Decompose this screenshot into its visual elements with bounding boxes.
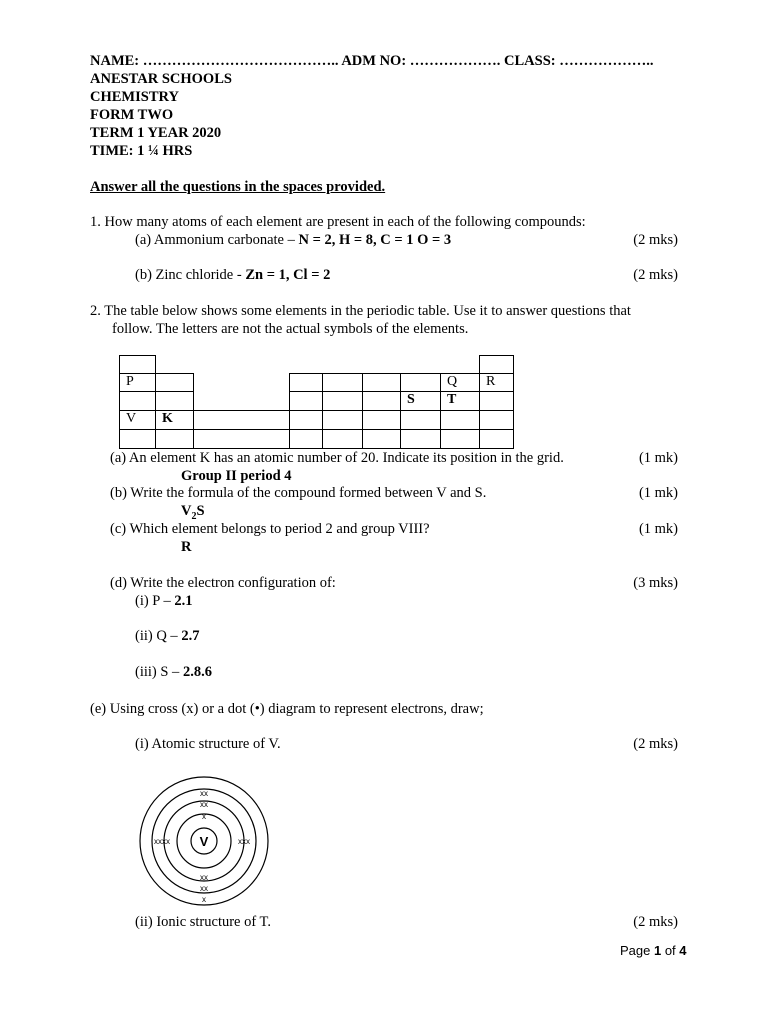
cell-R: R [479, 373, 514, 392]
q2d-text: (d) Write the electron configuration of: [110, 575, 336, 591]
page-current: 1 [653, 943, 662, 958]
q2d-i-answer: 2.1 [174, 593, 193, 609]
subject: CHEMISTRY [90, 89, 179, 105]
grid-cell [362, 373, 401, 392]
q2e-i-text: (i) Atomic structure of V. [135, 736, 281, 752]
q2b-answer-sub: 2 [191, 510, 197, 522]
electrons-top-inner: x [202, 812, 206, 821]
name-line: NAME: ………………………………….. ADM NO: ………………. CLASS: ……………….. [90, 53, 654, 69]
exam-time: TIME: 1 ¼ HRS [90, 143, 193, 159]
page-middle: of [661, 943, 680, 958]
cell-K: K [155, 410, 194, 430]
q2d-iii [135, 664, 212, 681]
q2e-ii-marks: (2 mks) [633, 914, 678, 930]
q1-stem: 1. How many atoms of each element are present in each of the following compounds: [90, 214, 586, 230]
school-name: ANESTAR SCHOOLS [90, 71, 232, 87]
grid-cell [479, 429, 514, 449]
grid-cell [440, 429, 480, 449]
grid-cell [193, 410, 290, 430]
q2e-i-marks: (2 mks) [633, 736, 678, 752]
grid-cell [289, 410, 323, 430]
grid-cell [479, 410, 514, 430]
grid-cell [400, 373, 441, 392]
electrons-right: xxx [238, 837, 250, 846]
q1b-text: (b) Zinc chloride - [135, 267, 246, 283]
q2e-text: (e) Using cross (x) or a dot (•) diagram to represent electrons, draw; [90, 701, 484, 717]
page-number [620, 943, 687, 958]
q1a-marks: (2 mks) [633, 232, 678, 248]
grid-cell [400, 429, 441, 449]
grid-cell [322, 429, 363, 449]
q1a [135, 232, 451, 249]
electrons-bottom-outer: x [202, 895, 206, 904]
grid-cell [119, 429, 156, 449]
q2d-ii [135, 628, 199, 645]
atomic-structure-diagram [138, 775, 270, 907]
q2d-iii-answer: 2.8.6 [182, 664, 212, 680]
grid-cell [155, 391, 194, 411]
grid-cell [119, 391, 156, 411]
q2d-marks: (3 mks) [633, 575, 678, 591]
grid-cell [400, 410, 441, 430]
cell-S: S [400, 391, 441, 411]
q1a-answer: N = 2, H = 8, C = 1 O = 3 [298, 232, 452, 248]
grid-cell [362, 410, 401, 430]
grid-cell [155, 373, 194, 392]
grid-cell [362, 429, 401, 449]
electrons-bottom-inner: xx [200, 873, 208, 882]
q1b [135, 267, 330, 284]
cell-V: V [119, 410, 156, 430]
instruction: Answer all the questions in the spaces provided. [90, 179, 386, 195]
cell-P: P [119, 373, 156, 392]
q2b-marks: (1 mk) [638, 485, 678, 501]
grid-cell [289, 373, 323, 392]
q2b-answer-main: V [181, 503, 192, 519]
q2c-text: (c) Which element belongs to period 2 and group VIII? [110, 521, 430, 537]
grid-cell [362, 391, 401, 411]
term-year: TERM 1 YEAR 2020 [90, 125, 222, 141]
electrons-top-mid: xx [200, 800, 208, 809]
electrons-left: xxxx [154, 837, 170, 846]
grid-cell [479, 355, 514, 374]
cell-Q: Q [440, 373, 480, 392]
grid-cell [289, 429, 323, 449]
q2b-text: (b) Write the formula of the compound formed between V and S. [110, 485, 487, 501]
nucleus-label: V [199, 834, 209, 849]
q2a-marks: (1 mk) [638, 450, 678, 466]
page-prefix: Page [620, 943, 654, 958]
q2e-ii-text: (ii) Ionic structure of T. [135, 914, 271, 930]
grid-cell [322, 373, 363, 392]
q2d-iii-label: (iii) S – [135, 664, 183, 680]
electrons-bottom-mid: xx [200, 884, 208, 893]
q1b-marks: (2 mks) [633, 267, 678, 283]
grid-cell [322, 410, 363, 430]
q2a-text: (a) An element K has an atomic number of 20. Indicate its position in the grid. [110, 450, 564, 466]
cell-T: T [440, 391, 480, 411]
q1b-answer: Zn = 1, Cl = 2 [245, 267, 331, 283]
q2c-answer: R [181, 539, 192, 555]
page-total: 4 [679, 943, 687, 958]
grid-cell [155, 429, 194, 449]
q2d-i [135, 593, 192, 610]
form-level: FORM TWO [90, 107, 174, 123]
q1a-text: (a) Ammonium carbonate – [135, 232, 299, 248]
q2d-i-label: (i) P – [135, 593, 175, 609]
q2d-ii-answer: 2.7 [181, 628, 200, 644]
q2c-marks: (1 mk) [638, 521, 678, 537]
grid-cell [193, 429, 290, 449]
q2d-ii-label: (ii) Q – [135, 628, 182, 644]
grid-cell [322, 391, 363, 411]
q2a-answer: Group II period 4 [181, 468, 292, 484]
electrons-top-outer: xx [200, 789, 208, 798]
grid-cell [289, 391, 323, 411]
grid-cell [479, 391, 514, 411]
q2-stem-line1: 2. The table below shows some elements in the periodic table. Use it to answer questions that [90, 303, 631, 319]
grid-cell [119, 355, 156, 374]
grid-cell [440, 410, 480, 430]
q2b-answer-end: S [196, 503, 205, 519]
q2-stem-line2: follow. The letters are not the actual symbols of the elements. [112, 321, 469, 337]
